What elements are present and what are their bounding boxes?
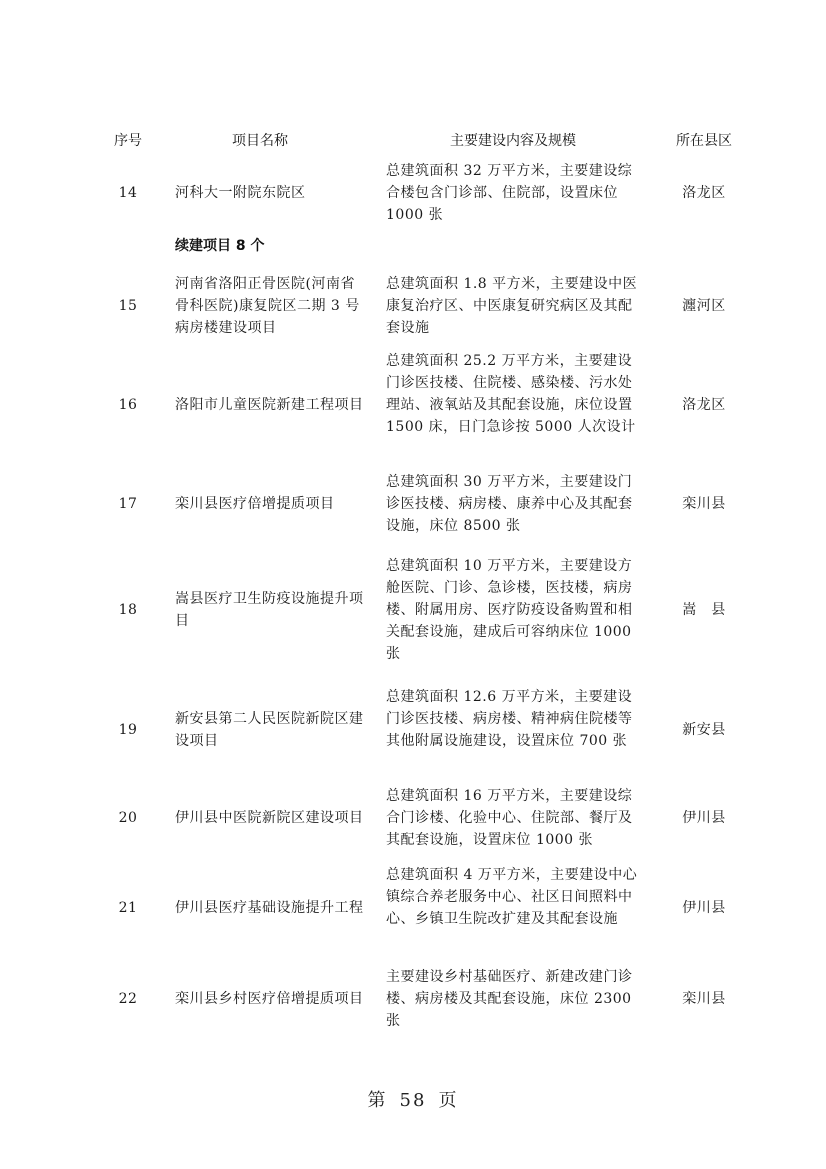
row-number: 19 [118, 722, 138, 738]
row-description: 总建筑面积 25.2 万平方米，主要建设门诊医技楼、住院楼、感染楼、污水处理站、液氧站及其配套设施，床位设置 1500 床，日门急诊按 5000 人次设计 [386, 353, 636, 435]
row-description: 总建筑面积 1.8 平方米，主要建设中医康复治疗区、中医康复研究病区及其配套设施 [386, 276, 638, 336]
table-row [0, 273, 826, 339]
row-description: 总建筑面积 12.6 万平方米，主要建设门诊医技楼、病房楼、精神病住院楼等其他附属设施建设，设置床位 700 张 [386, 689, 633, 749]
row-name: 栾川县乡村医疗倍增提质项目 [175, 991, 364, 1007]
row-location: 嵩 县 [682, 602, 726, 618]
page-prefix: 第 [367, 1090, 388, 1111]
table-header [0, 130, 826, 152]
row-number: 14 [118, 185, 138, 201]
page-number: 58 [399, 1090, 427, 1111]
row-location: 洛龙区 [682, 397, 726, 413]
row-description: 总建筑面积 16 万平方米，主要建设综合门诊楼、化验中心、住院部、餐厅及其配套设施，设置床位 1000 张 [386, 788, 633, 848]
row-name: 河科大一附院东院区 [175, 185, 306, 201]
row-description: 总建筑面积 10 万平方米，主要建设方舱医院、门诊、急诊楼，医技楼，病房楼、附属用房、医疗防疫设备购置和相关配套设施，建成后可容纳床位 1000 张 [386, 558, 633, 662]
row-name: 嵩县医疗卫生防疫设施提升项目 [175, 591, 364, 629]
row-description: 主要建设乡村基础医疗、新建改建门诊楼、病房楼及其配套设施，床位 2300 张 [386, 969, 633, 1029]
row-location: 瀍河区 [682, 298, 726, 314]
row-location: 栾川县 [682, 991, 726, 1007]
row-location: 新安县 [682, 722, 726, 738]
row-location: 伊川县 [682, 810, 726, 826]
row-name: 新安县第二人民医院新院区建设项目 [175, 711, 364, 749]
header-name: 项目名称 [232, 133, 288, 149]
row-name: 河南省洛阳正骨医院(河南省骨科医院)康复院区二期 3 号病房楼建设项目 [175, 276, 360, 336]
table-row [0, 785, 826, 851]
row-number: 17 [118, 496, 138, 512]
table-row [0, 160, 826, 226]
row-location: 栾川县 [682, 496, 726, 512]
header-location: 所在县区 [676, 133, 732, 149]
header-description: 主要建设内容及规模 [450, 133, 576, 149]
row-number: 22 [118, 991, 138, 1007]
table-row [0, 686, 826, 774]
row-number: 21 [118, 900, 138, 916]
row-description: 总建筑面积 4 万平方米，主要建设中心镇综合养老服务中心、社区日间照料中心、乡镇卫生院改扩建及其配套设施 [386, 867, 638, 927]
row-description: 总建筑面积 32 万平方米，主要建设综合楼包含门诊部、住院部，设置床位 1000 张 [386, 163, 633, 223]
row-location: 洛龙区 [682, 185, 726, 201]
table-row [0, 350, 826, 460]
row-name: 洛阳市儿童医院新建工程项目 [175, 397, 364, 413]
page-footer [0, 1086, 826, 1112]
table-row [0, 555, 826, 665]
table-row [0, 471, 826, 537]
table-row [0, 966, 826, 1032]
row-number: 16 [118, 397, 138, 413]
row-name: 栾川县医疗倍增提质项目 [175, 496, 335, 512]
section-title: 续建项目 8 个 [175, 238, 265, 254]
row-number: 18 [118, 602, 138, 618]
row-name: 伊川县医疗基础设施提升工程 [175, 900, 364, 916]
row-description: 总建筑面积 30 万平方米，主要建设门诊医技楼、病房楼、康养中心及其配套设施，床位 8500 张 [386, 474, 633, 534]
header-number: 序号 [114, 133, 142, 149]
table-row [0, 864, 826, 952]
row-location: 伊川县 [682, 900, 726, 916]
row-number: 15 [118, 298, 138, 314]
page-suffix: 页 [438, 1090, 459, 1111]
row-name: 伊川县中医院新院区建设项目 [175, 810, 364, 826]
row-number: 20 [118, 810, 138, 826]
